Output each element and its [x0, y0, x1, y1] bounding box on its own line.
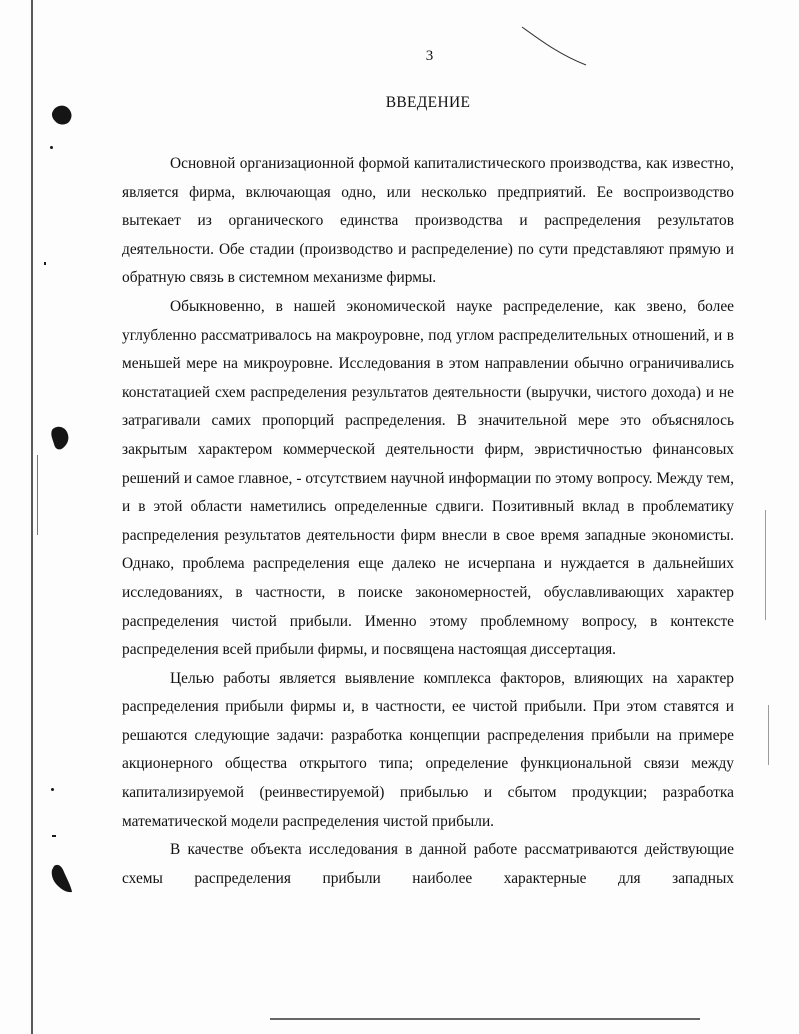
scan-speck: [52, 835, 56, 837]
paragraph-4: В качестве объекта исследования в данной работе рассматриваются действующие схемы распределения прибыли наиболее характерные для западных: [122, 841, 734, 887]
paragraph-2: Обыкновенно, в нашей экономической науке распределение, как звено, более углубленно рассматривалось на макроуровне, под углом распределительных отношений, и в меньшей мере на микроуровне. Исследования в этом направлении обычно ограничивались констатацией схем распределения результатов деятельности (выручки, чистого дохода) и не затрагивали самих пропорций распределения. В значительной мере это объяснялось закрытым характером коммерческой деятельности фирм, эвристичностью финансовых решений и самое главное, - отсутствием научной информации по этому вопросу. Между тем, и в этой области наметились определенные сдвиги. Позитивный вклад в проблематику распределения результатов деятельности фирм внесли в свое время западные экономисты. Однако, проблема распределения еще далеко не исчерпана и нуждается в дальнейших исследованиях, в частности, в поиске закономерностей, обуславливающих характер распределения чистой прибыли. Именно этому проблемному вопросу, в контексте распределения всей прибыли фирмы, и посвящена настоящая диссертация.: [122, 297, 734, 659]
binding-hole-blot-2: [48, 424, 72, 454]
page-number: 3: [425, 48, 434, 64]
scan-speck: [50, 146, 53, 149]
scan-edge-line-right: [765, 510, 766, 620]
scan-speck: [44, 262, 46, 265]
scan-edge-line-left-secondary: [37, 455, 38, 535]
scan-edge-line-right-secondary: [768, 705, 769, 765]
section-heading: ВВЕДЕНИЕ: [385, 94, 471, 111]
body-text: [122, 150, 734, 893]
paragraph-1: Основной организационной формой капиталистического производства, как известно, является фирма, включающая одно, или несколько предприятий. Ее воспроизводство вытекает из органического единства производства и распределения результатов деятельности. Обе стадии (производство и распределение) по сути представляют прямую и обратную связь в системном механизме фирмы.: [122, 155, 734, 287]
scan-edge-line-left: [31, 0, 33, 1034]
binding-hole-blot-1: [50, 103, 76, 127]
binding-hole-blot-3: [48, 862, 76, 896]
paragraph-3: Целью работы является выявление комплекса факторов, влияющих на характер распределения прибыли фирмы и, в частности, ее чистой прибыли. При этом ставятся и решаются следующие задачи: разработка концепции распределения прибыли на примере акционерного общества открытого типа; определение функциональной связи между капитализируемой (реинвестируемой) прибылью и сбытом продукции; разработка математической модели распределения чистой прибыли.: [122, 669, 734, 830]
scan-edge-line-bottom: [270, 1018, 700, 1020]
scan-speck: [51, 788, 54, 791]
